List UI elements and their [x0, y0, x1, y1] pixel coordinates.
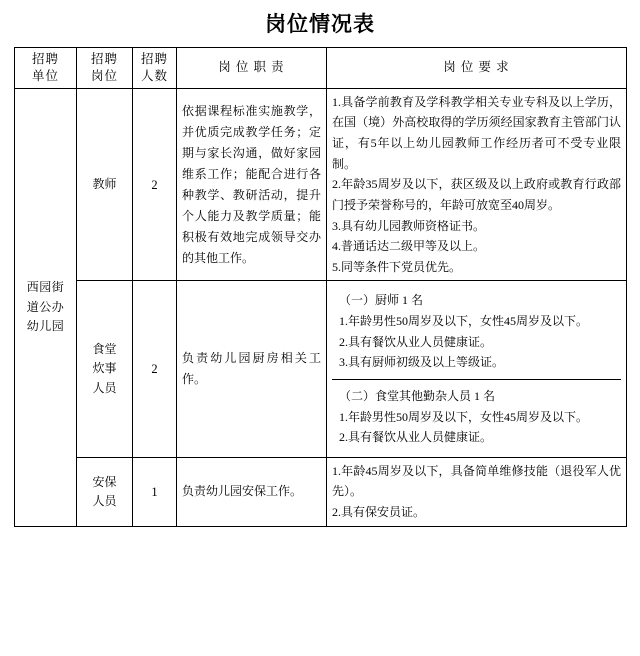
post-teacher-label: 教师 [92, 176, 117, 191]
requirement-item: 4.普通话达二级甲等及以上。 [332, 239, 486, 254]
requirement-item: 3.具有厨师初级及以上等级证。 [339, 355, 505, 370]
cell-unit-name [15, 88, 77, 526]
requirement-group-heading: （二）食堂其他勤杂人员 1 名 [339, 388, 496, 403]
column-header-unit [15, 48, 77, 89]
header-count-line1: 招聘 [140, 52, 168, 66]
requirement-group-chef [332, 284, 621, 379]
cell-duty-security: 负责幼儿园安保工作。 [177, 457, 327, 526]
table-row [15, 88, 627, 281]
cell-requirements-security [327, 457, 627, 526]
column-header-count [133, 48, 177, 89]
requirement-groups-table [332, 284, 621, 453]
header-unit-line1: 招聘 [31, 52, 59, 66]
unit-name-line3: 幼儿园 [26, 318, 65, 333]
cell-count-kitchen: 2 [133, 281, 177, 457]
cell-count-teacher: 2 [133, 88, 177, 281]
requirement-item: 2.具有餐饮从业人员健康证。 [339, 430, 493, 445]
requirement-group-row [332, 379, 621, 453]
requirement-item: 1.具备学前教育及学科教学相关专业专科及以上学历，在国（境）外高校取得的学历须经国家教育主管部门认证，有5年以上幼儿园教师工作经历者可不受专业限制。 [332, 94, 621, 171]
page-title: 岗位情况表 [265, 13, 375, 36]
requirement-item: 1.年龄男性50周岁及以下，女性45周岁及以下。 [339, 314, 589, 328]
unit-name-line2: 道公办 [26, 299, 65, 314]
table-row [15, 457, 627, 526]
cell-duty-teacher: 依据课程标准实施教学，并优质完成教学任务；定期与家长沟通，做好家园维系工作；能配合进行各种教学、教研活动，提升个人能力及教学质量；能积极有效地完成领导交办的其他工作。 [177, 88, 327, 281]
cell-post-teacher [77, 88, 133, 281]
column-header-requirements: 岗 位 要 求 [327, 48, 627, 89]
requirement-item: 2.具有保安员证。 [332, 505, 426, 519]
requirement-group-heading: （一）厨师 1 名 [339, 293, 424, 308]
cell-post-kitchen [77, 281, 133, 457]
cell-requirements-teacher [327, 88, 627, 281]
cell-requirements-kitchen [327, 281, 627, 457]
header-count-line2: 人数 [140, 68, 168, 83]
requirement-item: 2.年龄35周岁及以下，获区级及以上政府或教育行政部门授予荣誉称号的，年龄可放宽至40周岁。 [332, 177, 621, 212]
recruitment-table [14, 47, 627, 527]
cell-post-security [77, 457, 133, 526]
post-security-line2: 人员 [92, 493, 117, 508]
post-kitchen-line2: 炊事 [92, 361, 117, 376]
table-header-row [15, 48, 627, 89]
post-security-line1: 安保 [92, 474, 117, 489]
requirement-group-helper [332, 379, 621, 453]
column-header-duty: 岗 位 职 责 [177, 48, 327, 89]
column-header-post [77, 48, 133, 89]
requirement-item: 2.具有餐饮从业人员健康证。 [339, 334, 493, 349]
cell-duty-kitchen: 负责幼儿园厨房相关工作。 [177, 281, 327, 457]
requirement-item: 3.具有幼儿园教师资格证书。 [332, 218, 486, 233]
requirement-item: 1.年龄45周岁及以下，具备简单维修技能（退役军人优先）。 [332, 463, 621, 499]
header-unit-line2: 单位 [31, 68, 59, 83]
cell-count-security: 1 [133, 457, 177, 526]
requirement-item: 1.年龄男性50周岁及以下，女性45周岁及以下。 [339, 409, 589, 424]
requirement-item: 5.同等条件下党员优先。 [332, 259, 462, 274]
unit-name-line1: 西园街 [26, 280, 65, 295]
header-post-line1: 招聘 [90, 52, 118, 66]
header-post-line2: 岗位 [90, 68, 118, 83]
post-kitchen-line1: 食堂 [92, 342, 117, 357]
requirement-group-row [332, 284, 621, 379]
post-kitchen-line3: 人员 [92, 380, 117, 395]
table-row [15, 281, 627, 457]
